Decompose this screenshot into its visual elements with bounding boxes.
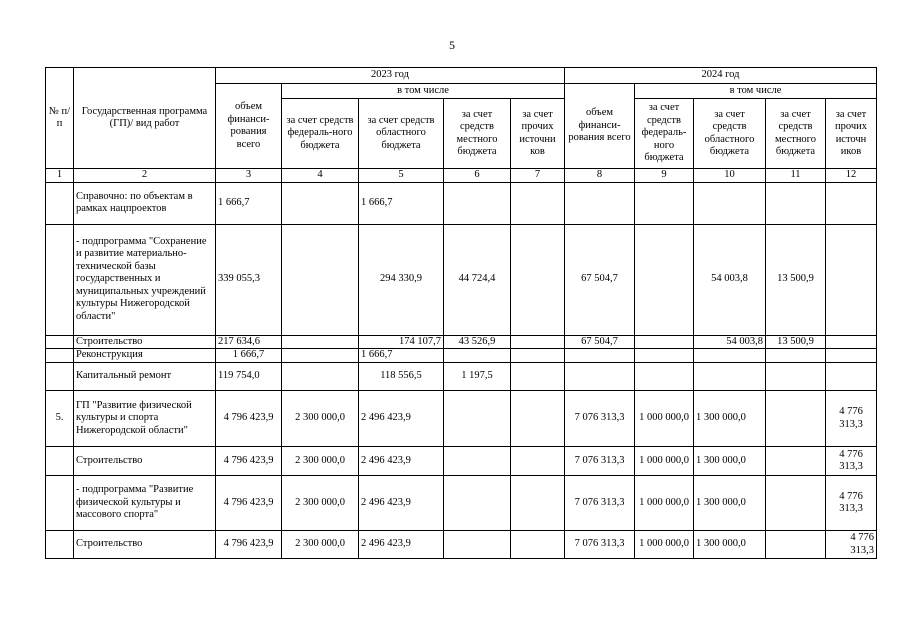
header-including-2024: в том числе [635, 84, 877, 99]
cell-total-2023: 217 634,6 [216, 335, 282, 349]
cell-regional-2024: 1 300 000,0 [694, 447, 766, 476]
cell-federal-2024 [635, 363, 694, 391]
cell-total-2024 [565, 182, 635, 224]
cell-regional-2024 [694, 363, 766, 391]
cell-other-2024: 4 776 313,3 [826, 531, 877, 559]
row-num [46, 447, 74, 476]
table-row [46, 447, 877, 476]
cell-local-2023 [444, 391, 511, 447]
header-program: Государственная программа (ГП)/ вид работ [74, 68, 216, 169]
table-row [46, 182, 877, 224]
cell-local-2024 [766, 447, 826, 476]
header-other-2023: за счет прочих источни ков [511, 99, 565, 169]
header-total-2024: объем финанси-рования всего [565, 84, 635, 169]
cell-total-2023: 4 796 423,9 [216, 531, 282, 559]
cell-other-2023 [511, 363, 565, 391]
row-name: Строительство [74, 335, 216, 349]
table-row [46, 391, 877, 447]
cell-federal-2023 [282, 224, 359, 335]
cell-regional-2023: 118 556,5 [359, 363, 444, 391]
cell-federal-2023: 2 300 000,0 [282, 391, 359, 447]
row-num: 5. [46, 391, 74, 447]
cell-other-2023 [511, 349, 565, 363]
cell-total-2024: 7 076 313,3 [565, 531, 635, 559]
header-year-2024: 2024 год [565, 68, 877, 84]
cell-total-2024: 7 076 313,3 [565, 447, 635, 476]
cell-regional-2024 [694, 349, 766, 363]
cell-regional-2024 [694, 182, 766, 224]
cell-total-2024: 67 504,7 [565, 335, 635, 349]
cell-other-2023 [511, 335, 565, 349]
cell-local-2023: 43 526,9 [444, 335, 511, 349]
cell-other-2023 [511, 391, 565, 447]
cell-regional-2023: 2 496 423,9 [359, 531, 444, 559]
row-num [46, 224, 74, 335]
cell-federal-2023: 2 300 000,0 [282, 531, 359, 559]
row-num [46, 349, 74, 363]
cell-total-2024: 7 076 313,3 [565, 391, 635, 447]
row-num [46, 335, 74, 349]
col-number: 5 [359, 169, 444, 183]
cell-regional-2024: 54 003,8 [694, 335, 766, 349]
cell-federal-2024 [635, 335, 694, 349]
cell-regional-2023: 294 330,9 [359, 224, 444, 335]
header-local-2024: за счет средств местного бюджета [766, 99, 826, 169]
cell-local-2024: 13 500,9 [766, 224, 826, 335]
table-row [46, 531, 877, 559]
col-number: 2 [74, 169, 216, 183]
cell-federal-2023 [282, 335, 359, 349]
cell-total-2023: 339 055,3 [216, 224, 282, 335]
cell-local-2024: 13 500,9 [766, 335, 826, 349]
cell-federal-2023 [282, 363, 359, 391]
cell-total-2023: 4 796 423,9 [216, 391, 282, 447]
cell-federal-2024 [635, 349, 694, 363]
table-row [46, 349, 877, 363]
cell-other-2024 [826, 335, 877, 349]
header-regional-2024: за счет средств областного бюджета [694, 99, 766, 169]
cell-regional-2024: 1 300 000,0 [694, 476, 766, 531]
col-number: 3 [216, 169, 282, 183]
col-number: 1 [46, 169, 74, 183]
cell-federal-2024: 1 000 000,0 [635, 391, 694, 447]
cell-local-2024 [766, 363, 826, 391]
cell-other-2024 [826, 349, 877, 363]
row-num [46, 531, 74, 559]
header-year-2023: 2023 год [216, 68, 565, 84]
cell-federal-2023: 2 300 000,0 [282, 476, 359, 531]
cell-regional-2024: 1 300 000,0 [694, 391, 766, 447]
row-num [46, 476, 74, 531]
cell-local-2023 [444, 447, 511, 476]
cell-federal-2024: 1 000 000,0 [635, 476, 694, 531]
cell-total-2023: 1 666,7 [216, 349, 282, 363]
col-number: 10 [694, 169, 766, 183]
row-name: Строительство [74, 531, 216, 559]
cell-regional-2024: 54 003,8 [694, 224, 766, 335]
cell-total-2023: 4 796 423,9 [216, 447, 282, 476]
row-name: Справочно: по объектам в рамках нацпроектов [74, 182, 216, 224]
cell-local-2023 [444, 349, 511, 363]
row-name: - подпрограмма "Сохранение и развитие материально-технической базы государственных и муниципальных учреждений культуры Нижегородской области" [74, 224, 216, 335]
cell-other-2023 [511, 224, 565, 335]
header-num: № п/п [46, 68, 74, 169]
header-other-2024: за счет прочих источн иков [826, 99, 877, 169]
cell-federal-2023 [282, 182, 359, 224]
cell-local-2024 [766, 391, 826, 447]
cell-regional-2023: 1 666,7 [359, 349, 444, 363]
table-row [46, 224, 877, 335]
cell-regional-2023: 174 107,7 [359, 335, 444, 349]
cell-local-2023 [444, 182, 511, 224]
cell-local-2024 [766, 476, 826, 531]
cell-other-2023 [511, 182, 565, 224]
cell-regional-2023: 1 666,7 [359, 182, 444, 224]
cell-other-2024 [826, 363, 877, 391]
header-federal-2024: за счет средств федераль-ного бюджета [635, 99, 694, 169]
cell-local-2023: 1 197,5 [444, 363, 511, 391]
col-number: 4 [282, 169, 359, 183]
cell-regional-2023: 2 496 423,9 [359, 447, 444, 476]
col-number: 6 [444, 169, 511, 183]
cell-local-2024 [766, 349, 826, 363]
cell-total-2024: 7 076 313,3 [565, 476, 635, 531]
header-including-2023: в том числе [282, 84, 565, 99]
cell-federal-2024: 1 000 000,0 [635, 531, 694, 559]
cell-local-2024 [766, 531, 826, 559]
cell-total-2023: 1 666,7 [216, 182, 282, 224]
cell-regional-2024: 1 300 000,0 [694, 531, 766, 559]
cell-total-2023: 4 796 423,9 [216, 476, 282, 531]
cell-federal-2023 [282, 349, 359, 363]
cell-total-2024: 67 504,7 [565, 224, 635, 335]
row-name: Реконструкция [74, 349, 216, 363]
cell-local-2023 [444, 476, 511, 531]
cell-other-2024: 4 776 313,3 [826, 391, 877, 447]
col-number: 11 [766, 169, 826, 183]
cell-local-2024 [766, 182, 826, 224]
col-number: 7 [511, 169, 565, 183]
header-local-2023: за счет средств местного бюджета [444, 99, 511, 169]
col-number: 8 [565, 169, 635, 183]
cell-regional-2023: 2 496 423,9 [359, 391, 444, 447]
row-name: Строительство [74, 447, 216, 476]
cell-other-2023 [511, 531, 565, 559]
col-number: 12 [826, 169, 877, 183]
cell-federal-2024 [635, 224, 694, 335]
cell-total-2024 [565, 363, 635, 391]
cell-regional-2023: 2 496 423,9 [359, 476, 444, 531]
col-number: 9 [635, 169, 694, 183]
table-row [46, 335, 877, 349]
cell-local-2023: 44 724,4 [444, 224, 511, 335]
cell-local-2023 [444, 531, 511, 559]
header-total-2023: объем финанси-рования всего [216, 84, 282, 169]
row-name: - подпрограмма "Развитие физической культуры и массового спорта" [74, 476, 216, 531]
header-federal-2023: за счет средств федераль-ного бюджета [282, 99, 359, 169]
cell-federal-2024: 1 000 000,0 [635, 447, 694, 476]
cell-other-2024: 4 776 313,3 [826, 476, 877, 531]
cell-federal-2023: 2 300 000,0 [282, 447, 359, 476]
cell-other-2023 [511, 476, 565, 531]
page-number: 5 [449, 38, 455, 52]
row-name: ГП "Развитие физической культуры и спорта Нижегородской области" [74, 391, 216, 447]
cell-other-2023 [511, 447, 565, 476]
cell-other-2024 [826, 224, 877, 335]
row-num [46, 182, 74, 224]
cell-total-2024 [565, 349, 635, 363]
cell-other-2024 [826, 182, 877, 224]
table-row [46, 476, 877, 531]
row-name: Капитальный ремонт [74, 363, 216, 391]
cell-federal-2024 [635, 182, 694, 224]
row-num [46, 363, 74, 391]
table-row [46, 363, 877, 391]
cell-total-2023: 119 754,0 [216, 363, 282, 391]
financing-table [45, 67, 877, 559]
cell-other-2024: 4 776 313,3 [826, 447, 877, 476]
header-regional-2023: за счет средств областного бюджета [359, 99, 444, 169]
